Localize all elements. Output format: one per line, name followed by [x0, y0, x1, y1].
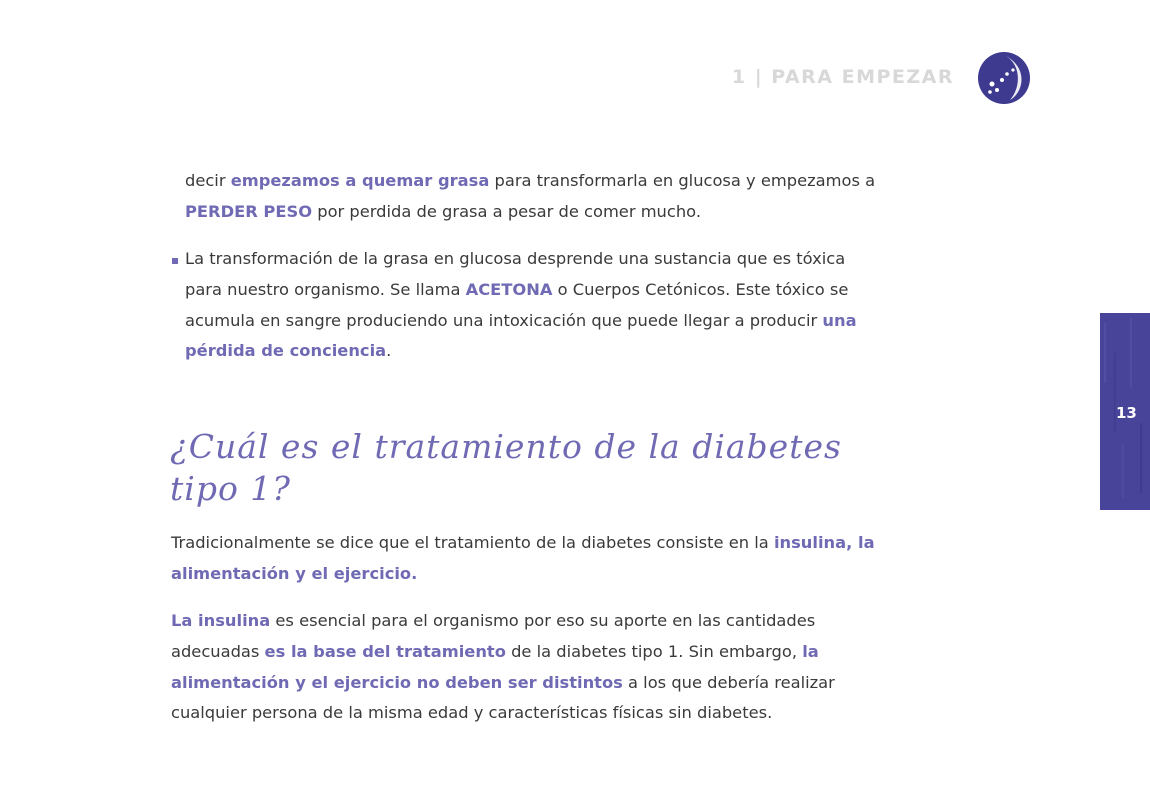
section-header: 1 | PARA EMPEZAR	[731, 66, 954, 88]
highlight: insulina, la alimentación y el ejercicio.	[171, 533, 875, 583]
highlight: la alimentación y el ejercicio no deben ser distintos	[171, 641, 819, 692]
paragraph: La insulina es esencial para el organismo por eso su aporte en las cantidades adecuadas es la base del tratamiento de la diabetes tipo 1. Sin embargo, la alimentación y el ejercicio no deben ser distintos a los que debería realizar cualquier persona de la misma edad y características físicas sin diabetes.	[171, 611, 835, 723]
paragraph: Tradicionalmente se dice que el tratamiento de la diabetes consiste en la insulina, la alimentación y el ejercicio.	[171, 533, 875, 583]
highlight: ACETONA	[465, 279, 553, 299]
section-heading: ¿Cuál es el tratamiento de la diabetes tipo 1?	[170, 427, 842, 508]
bullet-paragraph: La transformación de la grasa en glucosa desprende una sustancia que es tóxica para nuestro organismo. Se llama ACETONA o Cuerpos Cetónicos. Este tóxico se acumula en sangre produciendo una intoxicación que puede llegar a producir una pérdida de conciencia.	[185, 249, 857, 361]
bullet-marker	[172, 258, 178, 264]
highlight: una pérdida de conciencia	[185, 310, 857, 361]
logo-icon	[976, 50, 1032, 106]
page-number: 13	[1116, 404, 1137, 422]
highlight: empezamos a quemar grasa	[230, 171, 490, 190]
highlight: es la base del tratamiento	[264, 641, 506, 661]
paragraph-continuation: decir empezamos a quemar grasa para transformarla en glucosa y empezamos a PERDER PESO por perdida de grasa a pesar de comer mucho.	[185, 171, 876, 221]
highlight: PERDER PESO	[185, 201, 313, 221]
highlight: La insulina	[171, 611, 271, 630]
